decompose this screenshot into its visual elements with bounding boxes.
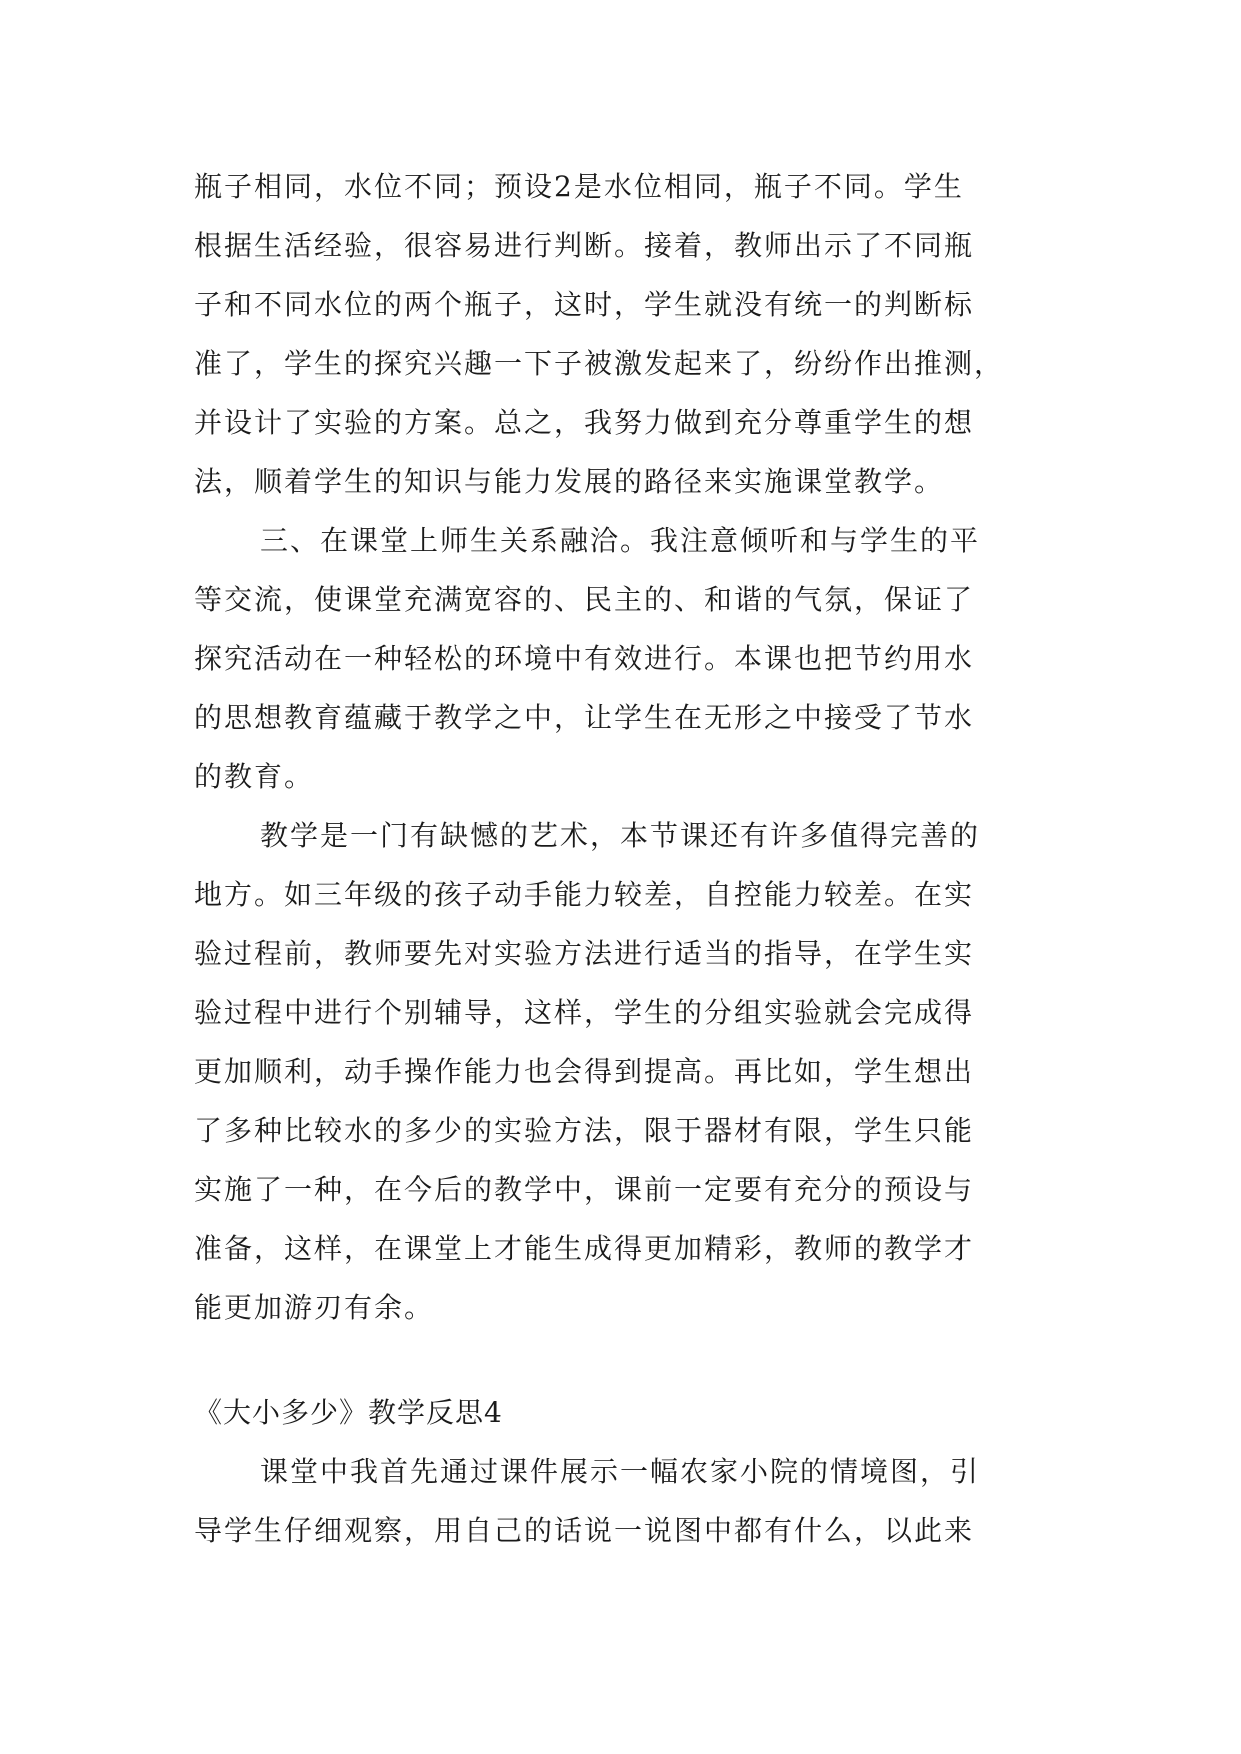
paragraph-line: 根据生活经验，很容易进行判断。接着，教师出示了不同瓶 <box>194 229 975 262</box>
paragraph-3 <box>194 806 1048 1337</box>
paragraph-4 <box>194 1442 1048 1560</box>
paragraph-line: 课堂中我首先通过课件展示一幅农家小院的情境图，引 <box>260 1455 981 1488</box>
paragraph-line: 三、在课堂上师生关系融洽。我注意倾听和与学生的平 <box>260 524 981 557</box>
section-heading: 《大小多少》教学反思4 <box>194 1396 503 1429</box>
paragraph-line: 准备，这样，在课堂上才能生成得更加精彩，教师的教学才 <box>194 1232 975 1265</box>
paragraph-line: 了多种比较水的多少的实验方法，限于器材有限，学生只能 <box>194 1114 975 1147</box>
paragraph-line: 教学是一门有缺憾的艺术，本节课还有许多值得完善的 <box>260 819 981 852</box>
paragraph-line: 子和不同水位的两个瓶子，这时，学生就没有统一的判断标 <box>194 288 975 321</box>
paragraph-line: 的思想教育蕴藏于教学之中，让学生在无形之中接受了节水 <box>194 701 975 734</box>
body-text-top <box>194 157 1048 1337</box>
paragraph-line: 导学生仔细观察，用自己的话说一说图中都有什么，以此来 <box>194 1514 975 1547</box>
paragraph-line: 法，顺着学生的知识与能力发展的路径来实施课堂教学。 <box>194 465 945 498</box>
paragraph-1 <box>194 157 1048 511</box>
paragraph-line: 验过程前，教师要先对实验方法进行适当的指导，在学生实 <box>194 937 975 970</box>
paragraph-line: 并设计了实验的方案。总之，我努力做到充分尊重学生的想 <box>194 406 975 439</box>
paragraph-line: 更加顺利，动手操作能力也会得到提高。再比如，学生想出 <box>194 1055 975 1088</box>
paragraph-line: 能更加游刃有余。 <box>194 1291 435 1324</box>
paragraph-line: 瓶子相同，水位不同；预设2是水位相同，瓶子不同。学生 <box>194 170 964 203</box>
body-text-bottom <box>194 1442 1048 1560</box>
paragraph-line: 探究活动在一种轻松的环境中有效进行。本课也把节约用水 <box>194 642 975 675</box>
paragraph-line: 准了，学生的探究兴趣一下子被激发起来了，纷纷作出推测， <box>194 347 1005 380</box>
paragraph-line: 等交流，使课堂充满宽容的、民主的、和谐的气氛，保证了 <box>194 583 975 616</box>
paragraph-line: 地方。如三年级的孩子动手能力较差，自控能力较差。在实 <box>194 878 975 911</box>
paragraph-2 <box>194 511 1048 806</box>
paragraph-line: 实施了一种，在今后的教学中，课前一定要有充分的预设与 <box>194 1173 975 1206</box>
paragraph-line: 的教育。 <box>194 760 315 793</box>
paragraph-line: 验过程中进行个别辅导，这样，学生的分组实验就会完成得 <box>194 996 975 1029</box>
